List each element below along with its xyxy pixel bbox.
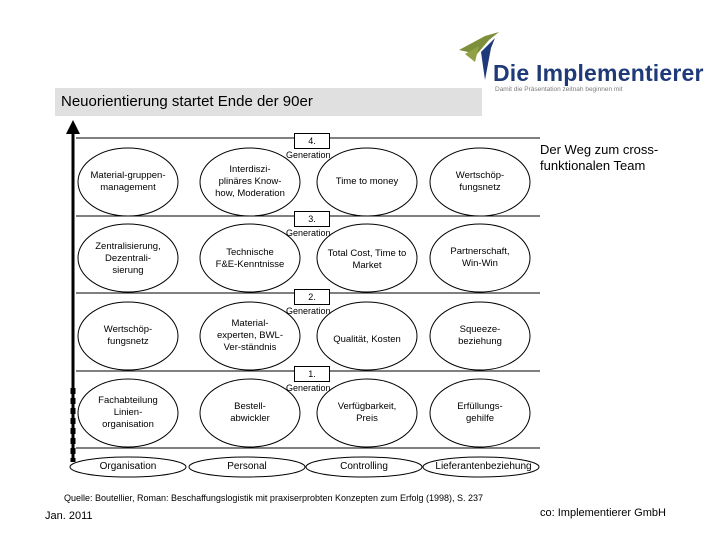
logo-tagline: Damit die Präsentation zeitnah beginnen mit	[495, 86, 623, 93]
cell-text: Partnerschaft, Win-Win	[450, 246, 510, 269]
cell-text: Technische F&E-Kenntnisse	[215, 247, 285, 270]
logo-name: Die Implementierer	[493, 60, 704, 86]
date-label: Jan. 2011	[45, 510, 93, 522]
generation-number: 4.	[294, 133, 330, 149]
cell-text: Bestell-abwickler	[230, 401, 270, 424]
copyright-label: co: Implementierer GmbH	[540, 507, 666, 519]
cell-text: Squeeze-beziehung	[458, 324, 502, 347]
cell-text: Erfüllungs-gehilfe	[457, 401, 503, 424]
cell-text: Qualität, Kosten	[333, 334, 401, 345]
cell-text: Interdiszi-plinäres Know-how, Moderation	[215, 164, 285, 199]
source-citation: Quelle: Boutellier, Roman: Beschaffungslogistik mit praxiserprobten Konzepten zum Erfolg (1998), S. 237	[64, 493, 484, 503]
cell-text: Wertschöp-fungsnetz	[103, 324, 153, 347]
category-label: Lieferantenbeziehung	[435, 461, 532, 472]
generation-label: Generation	[286, 150, 331, 160]
category-label: Organisation	[99, 461, 157, 472]
generation-number: 1.	[294, 366, 330, 382]
generation-number: 3.	[294, 211, 330, 227]
generation-number: 2.	[294, 289, 330, 305]
category-label: Controlling	[340, 461, 388, 472]
slide-title: Neuorientierung startet Ende der 90er	[61, 93, 313, 110]
cell-text: Wertschöp-fungsnetz	[455, 170, 505, 193]
generation-label: Generation	[286, 228, 331, 238]
cell-text: Fachabteilung Linien-organisation	[98, 395, 158, 430]
cell-text: Zentralisierung, Dezentrali-sierung	[95, 241, 161, 276]
cell-text: Material-experten, BWL-Ver-ständnis	[217, 318, 283, 353]
generation-label: Generation	[286, 383, 331, 393]
generation-label: Generation	[286, 306, 331, 316]
axis-arrowhead	[66, 120, 80, 134]
category-label: Personal	[227, 461, 267, 472]
cell-text: Verfügbarkeit, Preis	[337, 401, 397, 424]
side-note: Der Weg zum cross-funktionalen Team	[540, 142, 659, 173]
cell-text: Time to money	[335, 176, 399, 187]
cell-text: Material-gruppen-management	[90, 170, 166, 193]
cell-text: Total Cost, Time to Market	[327, 248, 407, 271]
